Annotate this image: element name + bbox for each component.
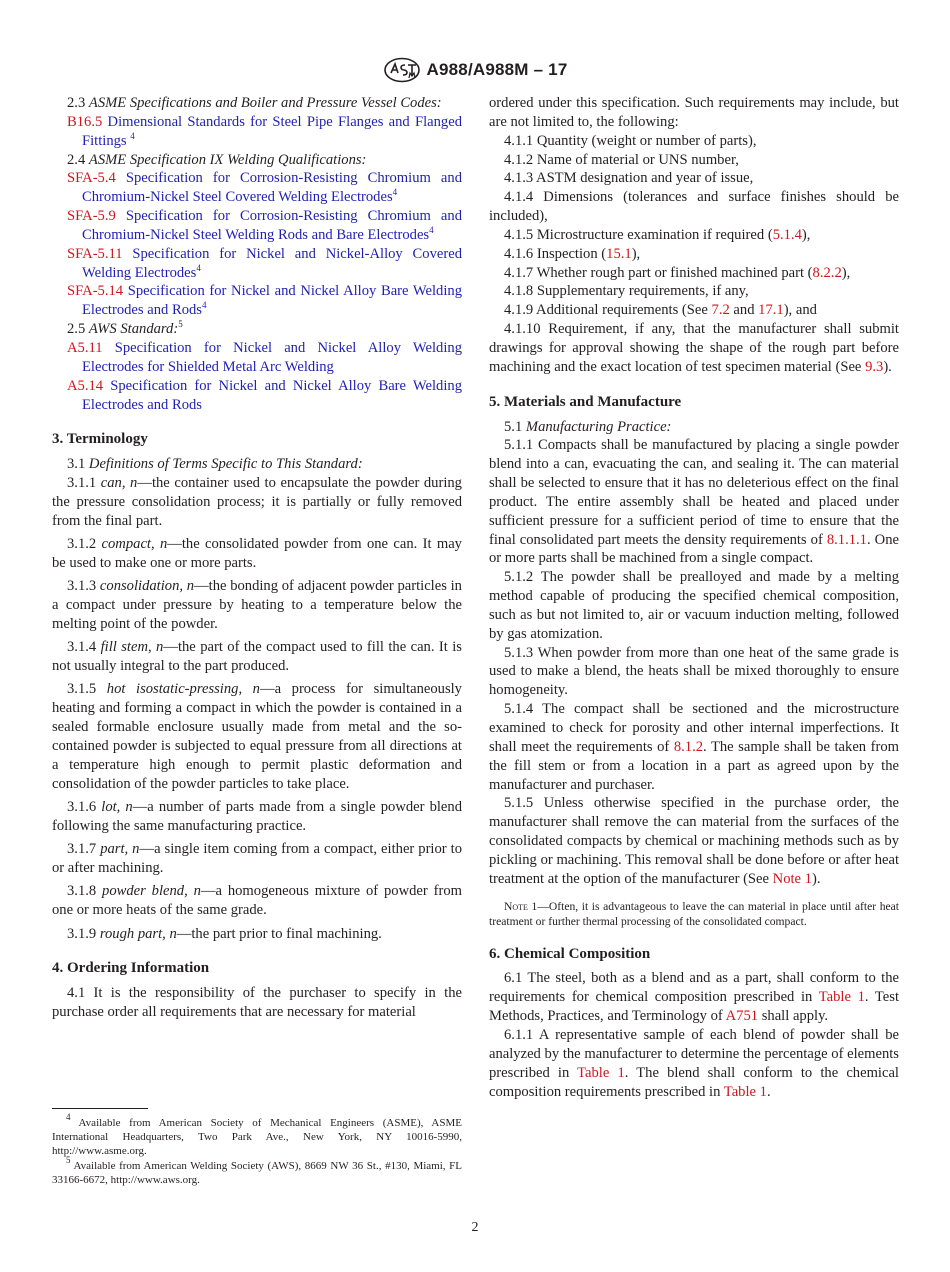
xref-9-3[interactable]: 9.3: [865, 358, 884, 375]
footnote-5: $^5$ Available from American Welding Society (AWS), 8669 NW 36 St., #130, Miami, FL 33166-6672, http://www.aws.org.: [52, 1154, 462, 1186]
xref-17-1[interactable]: 17.1: [758, 302, 784, 319]
xref-7-2[interactable]: 7.2: [711, 302, 730, 319]
item-4-1-9: 4.1.9 Additional requirements (See 7.2 and 17.1), and: [504, 302, 817, 319]
section-2-5: 2.5 AWS Standard:$^5$: [67, 319, 183, 338]
item-4-1-7: 4.1.7 Whether rough part or finished machined part (8.2.2),: [504, 264, 851, 281]
xref-8-1-1-1[interactable]: 8.1.1.1: [826, 531, 867, 548]
xref-table-1[interactable]: Table 1: [818, 989, 865, 1006]
xref-a751[interactable]: A751: [725, 1008, 759, 1025]
item-4-1-10: 4.1.10 Requirement, if any, that the manufacturer shall submit drawings for approval showing the shape of the rough part before machining and the exact location of test specimen material (See 9.3).: [489, 321, 899, 375]
item-4-1-8: 4.1.8 Supplementary requirements, if any,: [504, 283, 749, 300]
xref-5-1-4[interactable]: 5.1.4: [772, 226, 802, 243]
paragraph-4-1: 4.1 It is the responsibility of the purchaser to specify in the purchase order all requirements that are necessary for material: [52, 985, 462, 1021]
xref-note-1[interactable]: Note 1: [772, 870, 812, 887]
footnotes: [52, 1112, 462, 1187]
section-heading-materials: 5. Materials and Manufacture: [489, 393, 682, 410]
section-2-4: 2.4 ASME Specification IX Welding Qualifications:: [67, 151, 367, 168]
paragraph-5-1-4: 5.1.4 The compact shall be sectioned and the microstructure examined to check for porosity and other internal imperfections. It shall meet the requirements of 8.1.2. The sample shall be taken from the fill stem or from a location in a part as agreed upon by the manufacturer and purchaser.: [489, 701, 900, 793]
definition-part: 3.1.7 part, n—a single item coming from a compact, either prior to or after machining.: [52, 841, 462, 877]
item-4-1-1: 4.1.1 Quantity (weight or number of parts),: [504, 132, 757, 149]
paragraph-4-1-cont: ordered under this specification. Such requirements may include, but are not limited to, the following:: [489, 95, 899, 130]
section-2-3: 2.3 ASME Specifications and Boiler and Pressure Vessel Codes:: [67, 95, 442, 111]
item-4-1-6: 4.1.6 Inspection (15.1),: [504, 245, 641, 262]
definition-can: 3.1.1 can, n—the container used to encapsulate the powder during the pressure consolidation process; it is partially or fully removed from the final part.: [52, 475, 462, 529]
ref-b16-5[interactable]: B16.5 Dimensional Standards for Steel Pipe Flanges and Flanged Fittings $^4$: [67, 113, 462, 149]
right-column: [489, 94, 899, 1101]
xref-15-1[interactable]: 15.1: [606, 245, 632, 262]
ref-a5-11[interactable]: A5.11 Specification for Nickel and Nickel Alloy Welding Electrodes for Shielded Metal Arc Welding: [67, 339, 462, 375]
footnote-divider: [52, 1108, 148, 1109]
page-number: 2: [471, 1220, 479, 1235]
item-4-1-4: 4.1.4 Dimensions (tolerances and surface finishes should be included),: [489, 189, 899, 225]
section-3-1: 3.1 Definitions of Terms Specific to This Standard:: [67, 456, 363, 473]
paragraph-6-1: 6.1 The steel, both as a blend and as a part, shall conform to the requirements for chemical composition prescribed in Table 1. Test Methods, Practices, and Terminology of A751 shall apply.: [489, 970, 900, 1025]
definition-fill-stem: 3.1.4 fill stem, n—the part of the compact used to fill the can. It is not usually integral to the part produced.: [52, 639, 462, 675]
definition-rough-part: 3.1.9 rough part, n—the part prior to final machining.: [67, 925, 382, 942]
left-column: [52, 94, 462, 1022]
definition-lot: 3.1.6 lot, n—a number of parts made from a single powder blend following the same manufacturing practice.: [52, 799, 462, 834]
paragraph-5-1-5: 5.1.5 Unless otherwise specified in the purchase order, the manufacturer shall remove the can material from the surfaces of the consolidated compacts by chemical or machining methods such as by pickling or machining. This removal shall be done before or after heat treatment at the option of the manufacturer (See Note 1).: [489, 795, 899, 887]
ref-sfa-5-14[interactable]: SFA-5.14 Specification for Nickel and Nickel Alloy Bare Welding Electrodes and Rods$^4$: [67, 283, 462, 319]
paragraph-6-1-1: 6.1.1 A representative sample of each blend of powder shall be analyzed by the manufacturer to determine the percentage of elements prescribed in Table 1. The blend shall conform to the chemical composition requirements prescribed in Table 1.: [489, 1026, 899, 1100]
xref-8-1-2[interactable]: 8.1.2: [673, 738, 704, 755]
astm-logo-icon: [383, 57, 421, 83]
ref-sfa-5-4[interactable]: SFA-5.4 Specification for Corrosion-Resisting Chromium and Chromium-Nickel Steel Covered Welding Electrodes$^4$: [67, 170, 462, 206]
xref-table-1[interactable]: Table 1: [577, 1064, 625, 1081]
section-heading-chemical: 6. Chemical Composition: [489, 945, 651, 962]
ref-a5-14[interactable]: A5.14 Specification for Nickel and Nickel Alloy Bare Welding Electrodes and Rods: [67, 377, 462, 413]
definition-compact: 3.1.2 compact, n—the consolidated powder from one can. It may be used to make one or more parts.: [52, 536, 462, 571]
definition-hip: 3.1.5 hot isostatic-pressing, n—a process for simultaneously heating and forming a compact in which the powder is contained in a sealed formable enclosure usually made from metal and the so-contained powder is subjected to equal pressure from all directions at a temperature high enough to permit plastic deformation and consolidation of the powder particles to take place.: [52, 681, 462, 792]
ref-sfa-5-11[interactable]: SFA-5.11 Specification for Nickel and Nickel-Alloy Covered Welding Electrodes$^4$: [67, 245, 462, 281]
item-4-1-2: 4.1.2 Name of material or UNS number,: [504, 151, 739, 168]
note-1: Note 1—Often, it is advantageous to leave the can material in place until after heat treatment or further thermal processing of the consolidated compact.: [489, 899, 899, 928]
definition-consolidation: 3.1.3 consolidation, n—the bonding of adjacent powder particles in a compact under pressure by heating to a temperature below the melting point of the powder.: [52, 578, 462, 632]
definition-powder-blend: 3.1.8 powder blend, n—a homogeneous mixture of powder from one or more heats of the same grade.: [52, 883, 462, 919]
paragraph-5-1-2: 5.1.2 The powder shall be prealloyed and made by a melting method capable of producing the specified chemical composition, such as but not limited to, air or vacuum induction melting, followed by gas atomization.: [489, 569, 899, 642]
section-5-1: 5.1 Manufacturing Practice:: [504, 418, 672, 435]
ref-sfa-5-9[interactable]: SFA-5.9 Specification for Corrosion-Resisting Chromium and Chromium-Nickel Steel Welding Rods and Bare Electrodes$^4$: [67, 208, 462, 243]
page-header: [0, 57, 950, 83]
document-id: A988/A988M – 17: [426, 60, 568, 79]
item-4-1-3: 4.1.3 ASTM designation and year of issue,: [504, 170, 754, 187]
item-4-1-5: 4.1.5 Microstructure examination if required (5.1.4),: [504, 226, 811, 243]
paragraph-5-1-1: 5.1.1 Compacts shall be manufactured by placing a single powder blend into a can, evacuating the can, and sealing it. The can material shall be selected to ensure that it has no deleterious effect on the final product. The entire assembly shall be heated and placed under sufficient pressure for a sufficient period of time to ensure that the final consolidated part meets the density requirements of 8.1.1.1. One or more parts shall be machined from a single compact.: [489, 437, 899, 567]
footnote-4: $^4$ Available from American Society of Mechanical Engineers (ASME), ASME International Headquarters, Two Park Ave., New York, NY 10016-5990, http://www.asme.org.: [52, 1112, 462, 1158]
section-heading-ordering: 4. Ordering Information: [52, 960, 210, 977]
xref-8-2-2[interactable]: 8.2.2: [812, 264, 842, 281]
section-heading-terminology: 3. Terminology: [52, 431, 148, 448]
xref-table-1[interactable]: Table 1: [723, 1083, 767, 1100]
paragraph-5-1-3: 5.1.3 When powder from more than one heat of the same grade is used to make a blend, the heats shall be mixed thoroughly to ensure homogeneity.: [489, 644, 899, 699]
